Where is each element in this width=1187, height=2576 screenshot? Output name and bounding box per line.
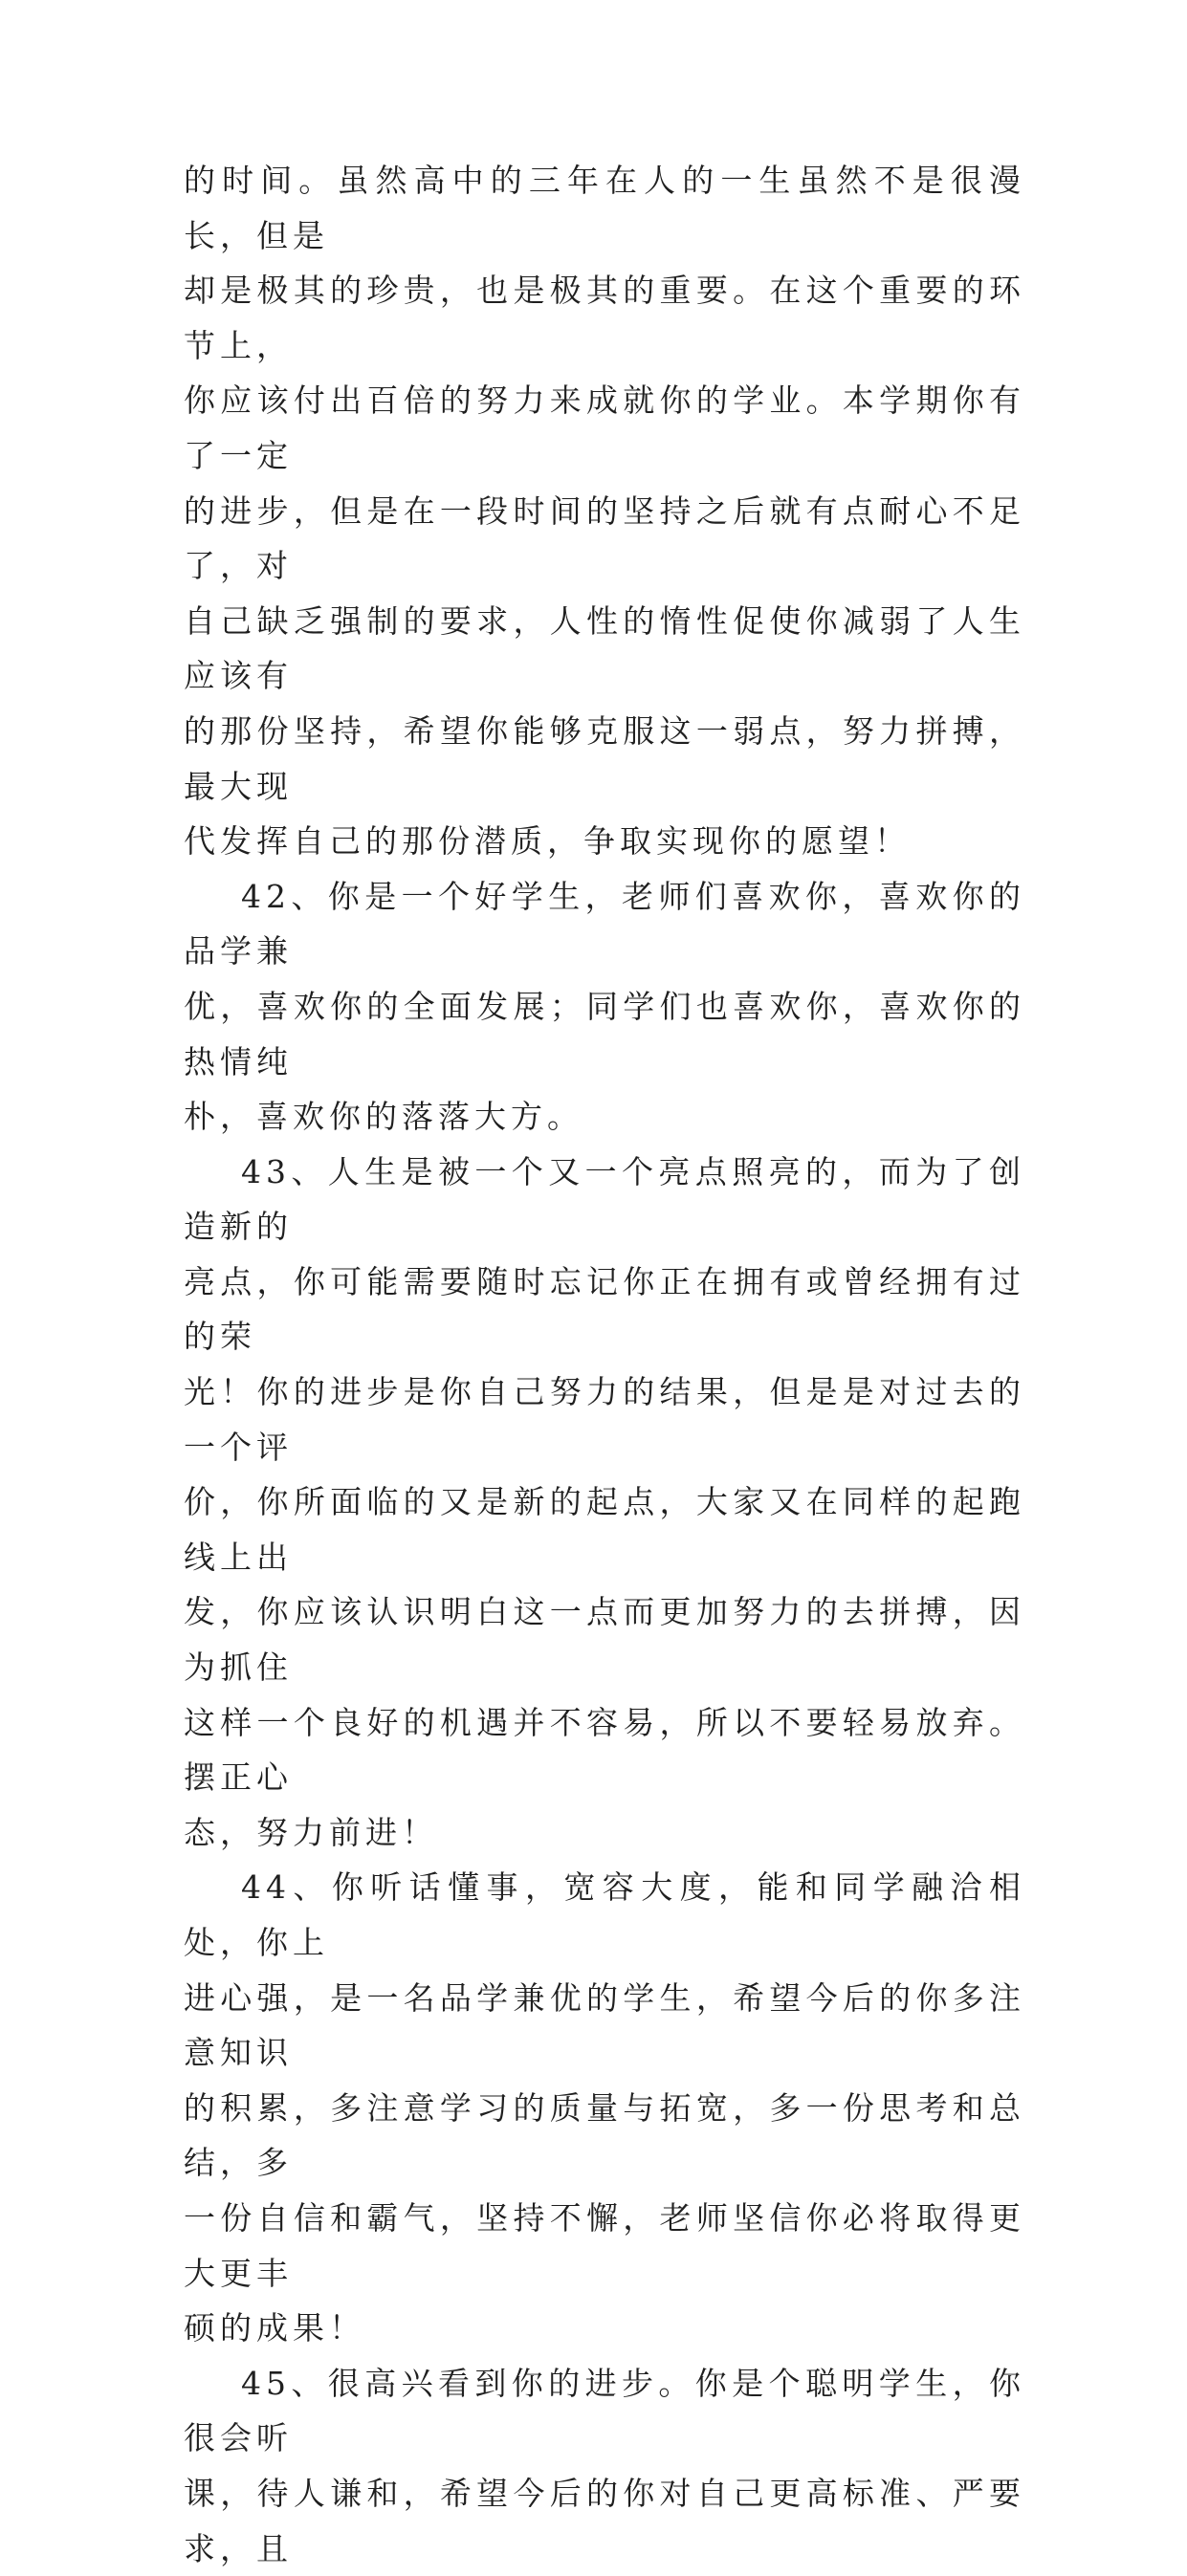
paragraph-comment-43: 43、人生是被一个又一个亮点照亮的，而为了创造新的 亮点，你可能需要随时忘记你正在拥有或曾经拥有过的荣 光！你的进步是你自己努力的结果，但是是对过去的一个评 价，你所面临的又是新的起点，大家又在同样的起跑线上出 发，你应该认识明白这一点而更加努力的去拼搏，因为抓住 这样一个良好的机遇并不容易，所以不要轻易放弃。摆正心 态，努力前进！	[184, 1152, 1025, 1851]
paragraph-continuation: 的时间。虽然高中的三年在人的一生虽然不是很漫长，但是 却是极其的珍贵，也是极其的重要。在这个重要的环节上， 你应该付出百倍的努力来成就你的学业。本学期你有了一定 的进步，但是在一段时间的坚持之后就有点耐心不足了，对 自己缺乏强制的要求，人性的惰性促使你减弱了人生应该有 的那份坚持，希望你能够克服这一弱点，努力拼搏，最大现 代发挥自己的那份潜质，争取实现你的愿望！	[184, 162, 1025, 861]
paragraph-comment-45: 45、很高兴看到你的进步。你是个聪明学生，你很会听 课，待人谦和，希望今后的你对自己更高标准、严要求，且	[184, 2364, 1025, 2567]
paragraph-comment-44: 44、你听话懂事，宽容大度，能和同学融洽相处，你上 进心强，是一名品学兼优的学生，希望今后的你多注意知识 的积累，多注意学习的质量与拓宽，多一份思考和总结，多 一份自信和霸气，坚持不懈，老师坚信你必将取得更大更丰 硕的成果！	[184, 1868, 1025, 2347]
document-body	[184, 153, 1025, 2576]
paragraph-comment-42: 42、你是一个好学生，老师们喜欢你，喜欢你的品学兼 优，喜欢你的全面发展；同学们也喜欢你，喜欢你的热情纯 朴，喜欢你的落落大方。	[184, 877, 1025, 1136]
